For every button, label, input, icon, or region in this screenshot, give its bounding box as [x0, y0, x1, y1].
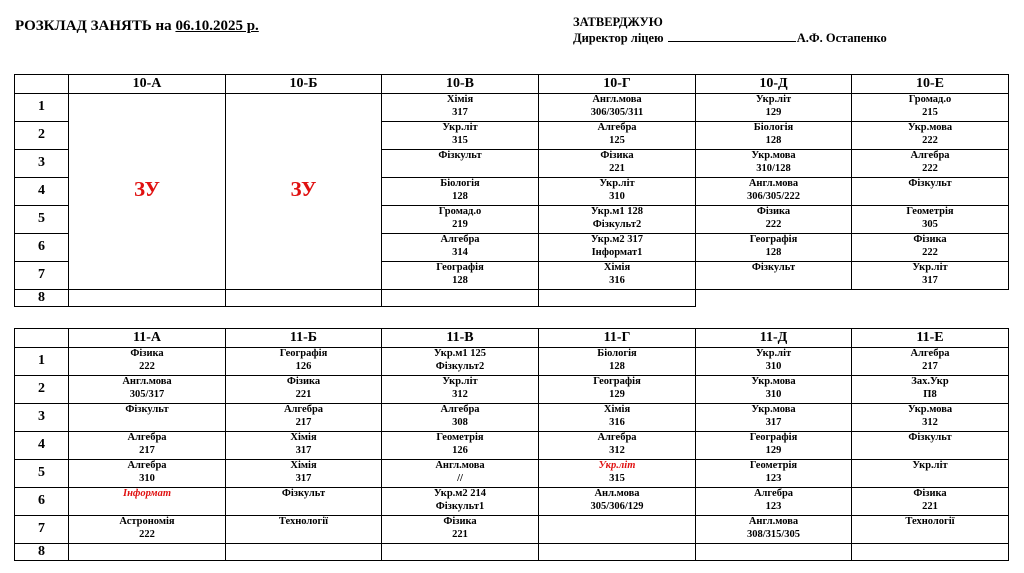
subject-name: Укр.літ	[442, 122, 478, 133]
room-number: 308/315/305	[746, 528, 801, 540]
room-number: 310	[765, 388, 782, 400]
lesson-row	[15, 432, 1009, 460]
room-number: 221	[295, 388, 312, 400]
room-number: 316	[609, 416, 625, 428]
room-number: 314	[452, 246, 468, 258]
room-number: 310	[609, 190, 625, 202]
lesson-cell	[696, 178, 852, 206]
approve-label: ЗАТВЕРДЖУЮ	[573, 15, 663, 29]
subject-name: Алгебра	[440, 404, 480, 415]
lesson-number: 7	[15, 262, 69, 290]
subject-name: Біологія	[440, 178, 480, 189]
lesson-cell	[539, 460, 696, 488]
subject-name: Фізика	[756, 206, 791, 217]
lesson-cell	[539, 122, 696, 150]
room-number: 126	[452, 444, 468, 456]
lesson-cell	[539, 290, 696, 307]
lesson-cell	[539, 432, 696, 460]
lesson-cell	[226, 290, 382, 307]
room-number: 310/128	[756, 162, 791, 174]
subject-name: Геометрія	[749, 460, 798, 471]
page-title	[15, 18, 259, 35]
room-number: 123	[765, 500, 782, 512]
lesson-cell	[852, 262, 1009, 290]
lesson-cell	[382, 178, 539, 206]
class-header: 10-В	[382, 75, 539, 94]
subject-name: Геометрія	[906, 206, 954, 217]
lesson-cell	[382, 206, 539, 234]
lesson-cell	[382, 516, 539, 544]
lesson-cell	[696, 206, 852, 234]
corner-cell	[15, 329, 69, 348]
subject-name: Фізкульт	[908, 178, 952, 189]
room-number: 305/306/129	[590, 500, 644, 512]
room-number: //	[457, 472, 463, 484]
room-number: 128	[452, 190, 468, 202]
lesson-row	[15, 94, 1009, 122]
lesson-cell	[382, 488, 539, 516]
room-number: Фізкульт1	[435, 500, 485, 512]
room-number: 305/317	[129, 388, 165, 400]
room-number: 316	[609, 274, 625, 286]
lesson-cell	[69, 404, 226, 432]
signature-line	[668, 31, 796, 42]
subject-name: Алгебра	[283, 404, 324, 415]
subject-name: Фізкульт	[438, 150, 482, 161]
subject-name: Англ.мова	[435, 460, 485, 471]
room-number: 315	[609, 472, 625, 484]
lesson-cell	[69, 516, 226, 544]
subject-name: Географія	[749, 432, 798, 443]
subject-name: Фізика	[443, 516, 477, 527]
class-header: 11-А	[69, 329, 226, 348]
class-header: 11-Б	[226, 329, 382, 348]
lesson-cell	[539, 178, 696, 206]
room-number: 215	[922, 106, 938, 118]
room-number: 221	[452, 528, 468, 540]
lesson-cell	[852, 432, 1009, 460]
subject-name: Укр.мова	[907, 404, 953, 415]
room-number: 306/305/311	[590, 106, 644, 118]
lesson-cell	[539, 206, 696, 234]
room-number: 222	[922, 246, 938, 258]
room-number: 222	[922, 162, 938, 174]
lesson-cell	[382, 376, 539, 404]
lesson-cell	[696, 516, 852, 544]
lesson-cell	[696, 348, 852, 376]
room-number: 315	[452, 134, 468, 146]
subject-name: Алгебра	[910, 348, 950, 359]
room-number: 126	[295, 360, 312, 372]
subject-name: Алгебра	[597, 432, 637, 443]
lesson-cell	[696, 150, 852, 178]
lesson-cell	[696, 460, 852, 488]
lesson-cell	[852, 206, 1009, 234]
lesson-row	[15, 376, 1009, 404]
header-row	[15, 75, 1009, 94]
lesson-cell	[539, 516, 696, 544]
subject-name: Алгебра	[753, 488, 794, 499]
lesson-cell	[539, 262, 696, 290]
lesson-number: 2	[15, 376, 69, 404]
subject-name: Укр.мова	[751, 404, 796, 415]
room-number: 306/305/222	[746, 190, 801, 202]
lesson-number: 6	[15, 488, 69, 516]
subject-name: Укр.м1 125	[433, 348, 487, 359]
room-number: 222	[139, 360, 155, 372]
room-number: 129	[765, 106, 782, 118]
room-number: 128	[765, 134, 782, 146]
lesson-row	[15, 460, 1009, 488]
room-number: 317	[765, 416, 782, 428]
lesson-cell	[852, 460, 1009, 488]
room-number: 317	[295, 472, 312, 484]
class-header: 11-Г	[539, 329, 696, 348]
subject-name: Хімія	[603, 262, 631, 273]
subject-name: Укр.літ	[912, 262, 948, 273]
room-number: П8	[923, 388, 937, 400]
subject-name: Алгебра	[127, 432, 167, 443]
room-number: 312	[609, 444, 625, 456]
subject-name: Укр.м2 317	[590, 234, 644, 245]
lesson-cell	[226, 94, 382, 290]
subject-name: Фізкульт	[281, 488, 326, 499]
lesson-cell	[69, 488, 226, 516]
room-number: 221	[922, 500, 938, 512]
lesson-cell	[852, 404, 1009, 432]
lesson-cell	[696, 488, 852, 516]
lesson-cell	[696, 262, 852, 290]
subject-name: Укр.літ	[599, 178, 635, 189]
lesson-cell	[852, 178, 1009, 206]
subject-name: Фізкульт	[125, 404, 169, 415]
corner-cell	[15, 75, 69, 94]
lesson-cell	[69, 460, 226, 488]
header-row	[15, 329, 1009, 348]
lesson-cell	[69, 376, 226, 404]
lesson-cell	[852, 234, 1009, 262]
room-number: 128	[609, 360, 625, 372]
room-number: 222	[139, 528, 155, 540]
class-header: 10-Б	[226, 75, 382, 94]
lesson-cell	[382, 94, 539, 122]
lesson-cell	[696, 122, 852, 150]
lesson-number: 5	[15, 460, 69, 488]
lesson-cell	[226, 460, 382, 488]
subject-name: Фізика	[913, 234, 947, 245]
lesson-cell	[226, 432, 382, 460]
lesson-row	[15, 488, 1009, 516]
lesson-cell	[539, 376, 696, 404]
room-number: 219	[452, 218, 468, 230]
subject-name: Анл.мова	[594, 488, 640, 499]
lesson-row	[15, 544, 1009, 561]
lesson-number: 8	[15, 544, 69, 561]
room-number: 310	[765, 360, 782, 372]
lesson-number: 7	[15, 516, 69, 544]
subject-name: Біологія	[753, 122, 794, 133]
room-number: 317	[922, 274, 938, 286]
class-header: 10-Е	[852, 75, 1009, 94]
lesson-cell	[382, 544, 539, 561]
class-header: 10-Г	[539, 75, 696, 94]
room-number: 125	[609, 134, 625, 146]
class-header: 11-Е	[852, 329, 1009, 348]
lesson-cell	[852, 150, 1009, 178]
lesson-cell	[382, 404, 539, 432]
subject-name: Геометрія	[436, 432, 484, 443]
subject-name: Укр.мова	[751, 150, 796, 161]
lesson-cell	[382, 432, 539, 460]
lesson-number: 5	[15, 206, 69, 234]
lesson-cell	[852, 348, 1009, 376]
subject-name: Фізика	[913, 488, 947, 499]
lesson-cell	[852, 122, 1009, 150]
room-number: 128	[452, 274, 468, 286]
lesson-row	[15, 404, 1009, 432]
lesson-cell	[382, 262, 539, 290]
subject-name: Зах.Укр	[911, 376, 949, 387]
subject-name: Технології	[905, 516, 955, 527]
lesson-cell	[226, 348, 382, 376]
schedule-table-grade-10	[14, 74, 1009, 307]
class-header: 10-А	[69, 75, 226, 94]
lesson-cell	[852, 516, 1009, 544]
subject-name: Алгебра	[597, 122, 637, 133]
room-number: 221	[609, 162, 625, 174]
room-number: 305	[922, 218, 938, 230]
lesson-cell	[696, 94, 852, 122]
subject-name: Алгебра	[910, 150, 950, 161]
subject-name: Укр.літ	[598, 460, 636, 471]
title-prefix: РОЗКЛАД ЗАНЯТЬ на	[15, 18, 176, 34]
lesson-cell	[696, 544, 852, 561]
room-number: 129	[609, 388, 625, 400]
lesson-number: 8	[15, 290, 69, 307]
lesson-number: 4	[15, 432, 69, 460]
director-line	[573, 30, 887, 46]
room-number: 312	[922, 416, 938, 428]
room-number: 310	[139, 472, 155, 484]
lesson-cell	[539, 488, 696, 516]
lesson-cell	[696, 376, 852, 404]
subject-name: Фізкульт	[908, 432, 952, 443]
class-header: 11-Д	[696, 329, 852, 348]
subject-name: Укр.мова	[907, 122, 953, 133]
lesson-number: 3	[15, 150, 69, 178]
subject-name: Укр.мова	[751, 376, 796, 387]
lesson-cell	[696, 432, 852, 460]
lesson-cell	[226, 516, 382, 544]
director-label: Директор ліцею	[573, 31, 664, 45]
class-header: 11-В	[382, 329, 539, 348]
subject-name: Хімія	[290, 432, 317, 443]
lesson-cell	[539, 94, 696, 122]
lesson-cell	[539, 150, 696, 178]
schedule-date: 06.10.2025 р.	[175, 18, 259, 34]
subject-name: Громад.о	[438, 206, 482, 217]
subject-name: Географія	[279, 348, 328, 359]
lesson-row	[15, 290, 1009, 307]
lesson-row	[15, 516, 1009, 544]
room-number: 222	[922, 134, 938, 146]
lesson-cell	[226, 376, 382, 404]
room-number: 129	[765, 444, 782, 456]
subject-name: Фізика	[130, 348, 164, 359]
subject-name: Технології	[278, 516, 329, 527]
subject-name: Укр.м2 214	[433, 488, 487, 499]
subject-name: Фізкульт	[751, 262, 796, 273]
lesson-cell	[382, 150, 539, 178]
lesson-number: 1	[15, 348, 69, 376]
lesson-cell	[69, 432, 226, 460]
room-number: 217	[922, 360, 938, 372]
lesson-cell	[226, 404, 382, 432]
subject-name: Укр.літ	[755, 348, 792, 359]
room-number: 217	[139, 444, 155, 456]
lesson-number: 2	[15, 122, 69, 150]
lesson-cell	[852, 94, 1009, 122]
lesson-number: 1	[15, 94, 69, 122]
lesson-row	[15, 348, 1009, 376]
approval-block	[573, 14, 887, 46]
subject-name: Англ.мова	[122, 376, 172, 387]
subject-name: Англ.мова	[748, 178, 799, 189]
lesson-cell	[382, 290, 539, 307]
remote-learning-mark: ЗУ	[134, 176, 160, 201]
remote-learning-mark: ЗУ	[290, 176, 317, 201]
lesson-cell	[852, 376, 1009, 404]
lesson-cell	[226, 488, 382, 516]
room-number: Фізкульт2	[592, 218, 642, 230]
director-name: А.Ф. Остапенко	[796, 31, 887, 45]
room-number: 317	[295, 444, 312, 456]
subject-name: Географія	[749, 234, 798, 245]
subject-name: Укр.літ	[442, 376, 478, 387]
room-number: 123	[765, 472, 782, 484]
lesson-cell	[852, 488, 1009, 516]
class-header: 10-Д	[696, 75, 852, 94]
subject-name: Фізика	[286, 376, 321, 387]
subject-name: Англ.мова	[748, 516, 799, 527]
subject-name: Укр.м1 128	[590, 206, 644, 217]
lesson-cell	[382, 122, 539, 150]
room-number: 128	[765, 246, 782, 258]
lesson-number: 4	[15, 178, 69, 206]
lesson-cell	[226, 544, 382, 561]
lesson-cell	[539, 404, 696, 432]
lesson-cell	[539, 544, 696, 561]
subject-name: Громад.о	[908, 94, 952, 105]
subject-name: Біологія	[597, 348, 637, 359]
lesson-cell	[69, 544, 226, 561]
subject-name: Укр.літ	[755, 94, 792, 105]
lesson-cell	[539, 234, 696, 262]
subject-name: Географія	[593, 376, 641, 387]
lesson-cell	[69, 290, 226, 307]
lesson-cell	[69, 348, 226, 376]
lesson-number: 3	[15, 404, 69, 432]
subject-name: Англ.мова	[592, 94, 642, 105]
subject-name: Фізика	[600, 150, 634, 161]
room-number: 308	[452, 416, 468, 428]
room-number: 222	[765, 218, 782, 230]
room-number: 217	[295, 416, 312, 428]
subject-name: Інформат	[122, 488, 172, 499]
room-number: Інформат1	[591, 246, 643, 258]
lesson-cell	[382, 348, 539, 376]
subject-name: Алгебра	[127, 460, 167, 471]
lesson-cell	[382, 460, 539, 488]
subject-name: Астрономія	[119, 516, 175, 527]
subject-name: Алгебра	[440, 234, 480, 245]
subject-name: Укр.літ	[912, 460, 948, 471]
subject-name: Географія	[436, 262, 484, 273]
room-number: 312	[452, 388, 468, 400]
lesson-cell	[696, 234, 852, 262]
subject-name: Хімія	[290, 460, 317, 471]
subject-name: Хімія	[446, 94, 474, 105]
lesson-cell	[696, 404, 852, 432]
room-number: Фізкульт2	[435, 360, 485, 372]
lesson-number: 6	[15, 234, 69, 262]
subject-name: Хімія	[603, 404, 631, 415]
room-number: 317	[452, 106, 468, 118]
lesson-cell	[69, 94, 226, 290]
schedule-table-grade-11	[14, 328, 1009, 561]
lesson-cell	[382, 234, 539, 262]
lesson-cell	[852, 544, 1009, 561]
lesson-cell	[539, 348, 696, 376]
